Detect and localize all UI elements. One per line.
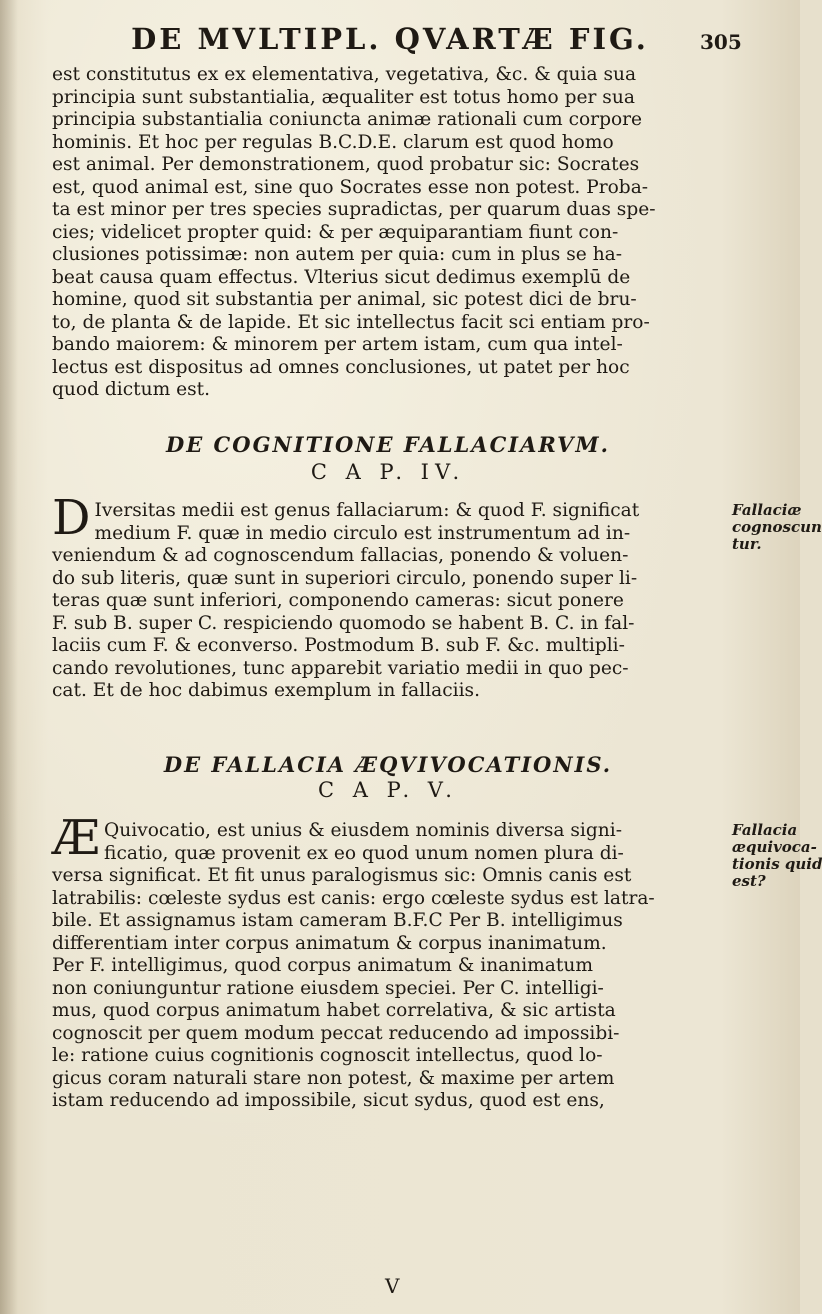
drop-cap: Æ — [52, 810, 101, 866]
text-line: homine, quod sit substantia per animal, sic potest dici de bru- — [52, 289, 637, 310]
signature-mark: V — [385, 1274, 400, 1298]
text-line: versa significat. Et fit unus paralogismus sic: Omnis canis est — [52, 865, 632, 886]
text-line: cando revolutiones, tunc apparebit variatio medii in quo pec- — [52, 657, 629, 679]
text-line: latrabilis: cœleste sydus est canis: ergo cœleste sydus est latra- — [52, 887, 655, 909]
section-iv-body — [52, 490, 724, 703]
text-line: ficatio, quæ provenit ex eo quod unum nomen plura di- — [104, 842, 624, 864]
running-title: DE MVLTIPL. QVARTÆ FIG. — [131, 22, 649, 56]
section-title-cognitione: DE COGNITIONE FALLACIARVM. — [166, 432, 610, 457]
text-line: Per F. intelligimus, quod corpus animatum & inanimatum — [52, 955, 593, 976]
text-line: non coniunguntur ratione eiusdem speciei. Per C. intelligi- — [52, 977, 604, 999]
text-line: quod dictum est. — [52, 379, 211, 400]
text-line: beat causa quam effectus. Vlterius sicut dedimus exemplū de — [52, 266, 631, 288]
text-line: Iversitas medii est genus fallaciarum: & quod F. significat — [94, 500, 640, 521]
text-line: teras quæ sunt inferiori, componendo cameras: sicut ponere — [52, 590, 624, 611]
margin-note-line: tur. — [732, 535, 762, 553]
paragraph-continuation — [52, 64, 724, 402]
margin-note-fallaciae — [732, 501, 822, 553]
text-line: cies; videlicet propter quid: & per æquiparantiam fiunt con- — [52, 221, 619, 243]
text-line: differentiam inter corpus animatum & corpus inanimatum. — [52, 932, 607, 954]
text-line: istam reducendo ad impossibile, sicut sydus, quod est ens, — [52, 1090, 605, 1111]
text-line: cat. Et de hoc dabimus exemplum in fallaciis. — [52, 680, 480, 701]
text-line: mus, quod corpus animatum habet correlativa, & sic artista — [52, 1000, 616, 1021]
text-line: Quivocatio, est unius & eiusdem nominis diversa signi- — [104, 820, 622, 841]
margin-note-line: est? — [732, 872, 766, 890]
text-line: est constitutus ex ex elementativa, vegetativa, &c. & quia sua — [52, 64, 637, 85]
section-title-aequivocationis: DE FALLACIA ÆQVIVOCATIONIS. — [163, 752, 613, 777]
gutter-shadow — [0, 0, 18, 1314]
text-line: gicus coram naturali stare non potest, & maxime per artem — [52, 1067, 615, 1089]
drop-cap: D — [52, 490, 91, 546]
text-line: bile. Et assignamus istam cameram B.F.C Per B. intelligimus — [52, 910, 623, 931]
text-line: ta est minor per tres species supradictas, per quarum duas spe- — [52, 199, 656, 220]
chapter-number-v: C A P. V. — [318, 778, 458, 802]
text-line: bando maiorem: & minorem per artem istam, cum qua intel- — [52, 334, 623, 355]
margin-note-line: æquivoca- — [732, 838, 817, 856]
text-line: to, de planta & de lapide. Et sic intellectus facit sci entiam pro- — [52, 311, 650, 333]
text-line: principia substantialia coniuncta animæ rationali cum corpore — [52, 109, 643, 130]
text-line: veniendum & ad cognoscendum fallacias, ponendo & voluen- — [52, 545, 629, 566]
text-line: hominis. Et hoc per regulas B.C.D.E. clarum est quod homo — [52, 131, 614, 153]
margin-note-line: cognoscun — [732, 518, 822, 536]
page-number: 305 — [700, 30, 742, 54]
text-line: medium F. quæ in medio circulo est instrumentum ad in- — [94, 522, 631, 544]
text-line: clusiones potissimæ: non autem per quia: cum in plus se ha- — [52, 244, 623, 265]
margin-note-line: Fallacia — [732, 821, 798, 839]
margin-note-fallacia-aequivocationis — [732, 821, 822, 890]
margin-note-line: tionis quid — [732, 855, 822, 873]
text-line: le: ratione cuius cognitionis cognoscit intellectus, quod lo- — [52, 1045, 603, 1066]
text-line: lectus est dispositus ad omnes conclusiones, ut patet per hoc — [52, 356, 630, 378]
margin-note-line: Fallaciæ — [732, 501, 802, 519]
text-line: est animal. Per demonstrationem, quod probatur sic: Socrates — [52, 154, 640, 175]
text-line: est, quod animal est, sine quo Socrates esse non potest. Proba- — [52, 176, 649, 198]
chapter-number-iv: C A P. IV. — [310, 460, 466, 484]
text-line: cognoscit per quem modum peccat reducendo ad impossibi- — [52, 1022, 620, 1044]
text-line: F. sub B. super C. respiciendo quomodo se habent B. C. in fal- — [52, 612, 635, 634]
text-line: principia sunt substantialia, æqualiter est totus homo per sua — [52, 86, 635, 108]
text-line: do sub literis, quæ sunt in superiori circulo, ponendo super li- — [52, 567, 638, 589]
section-v-body — [52, 810, 724, 1113]
text-line: laciis cum F. & econverso. Postmodum B. sub F. &c. multipli- — [52, 635, 625, 656]
